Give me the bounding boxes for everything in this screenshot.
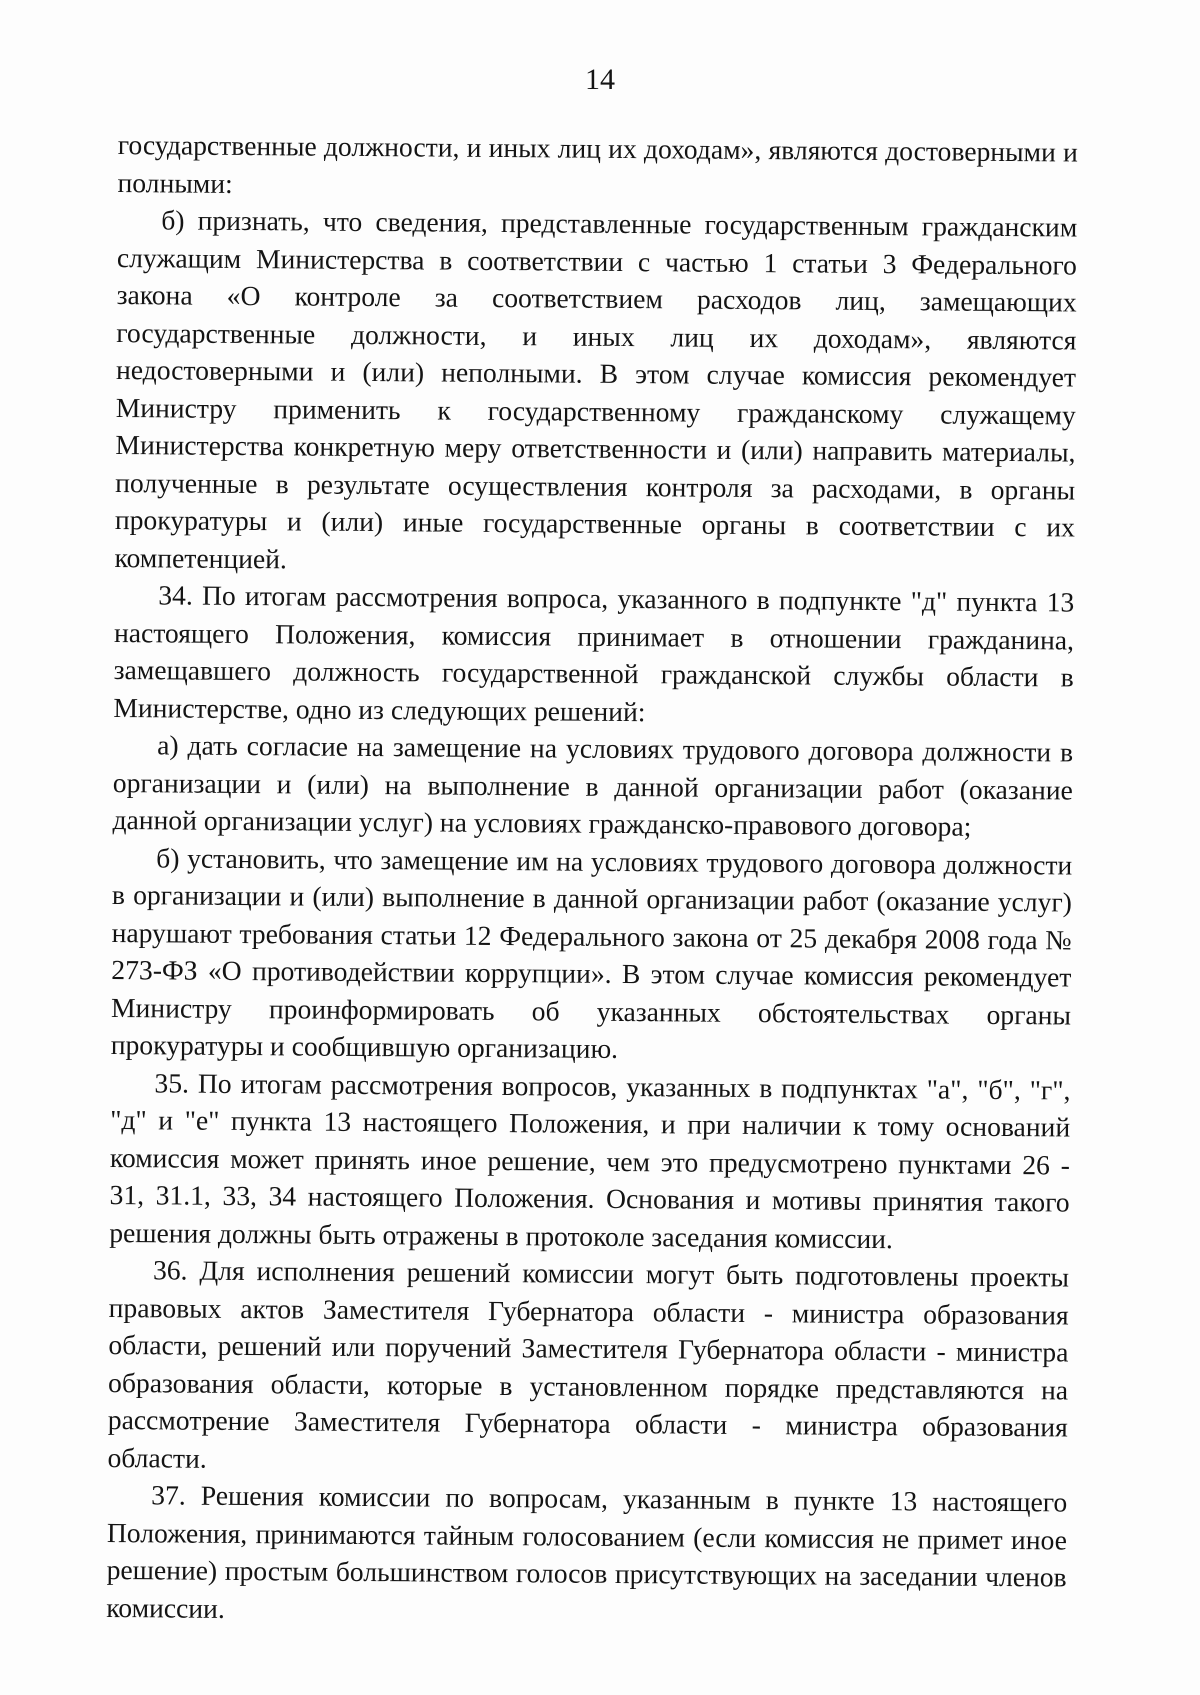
clause-34: 34. По итогам рассмотрения вопроса, указанного в подпункте "д" пункта 13 настоящего Положения, комиссия принимает в отношении гражданина, замещавшего должность государственной гражданской службы области в Министерстве, одно из следующих решений:	[113, 579, 1075, 727]
subitem-a-consent: а) дать согласие на замещение на условиях трудового договора должности в организации и (или) на выполнение в данной организации работ (оказание данной организации услуг) на условиях гражданско-правового договора;	[112, 729, 1074, 842]
page-number: 14	[585, 63, 615, 96]
subitem-b-violation: б) установить, что замещение им на условиях трудового договора должности в организации и (или) выполнение в данной организации работ (оказание услуг) нарушают требования статьи 12 Федерального закона от 25 декабря 2008 года № 273-ФЗ «О противодействии коррупции». В этом случае комиссия рекомендует Министру проинформировать об указанных обстоятельствах органы прокуратуры и сообщившую организацию.	[110, 841, 1073, 1064]
subitem-b-expenses: б) признать, что сведения, представленные государственным гражданским служащим Министерства в соответствии с частью 1 статьи 3 Федерального закона «О контроле за соответствием расходов лиц, замещающих государственные должности, и иных лиц их доходам», являются недостоверными и (или) неполными. В этом случае комиссия рекомендует Министру применить к государственному гражданскому служащему Министерства конкретную меру ответственности и (или) направить материалы, полученные в результате осуществления контроля за расходами, в органы прокуратуры и (или) иные государственные органы в соответствии с их компетенцией.	[114, 204, 1078, 574]
clause-35: 35. По итогам рассмотрения вопросов, указанных в подпунктах "а", "б", "г", "д" и "е" пункта 13 настоящего Положения, и при наличии к тому оснований комиссия может принять иное решение, чем это предусмотрено пунктами 26 - 31, 31.1, 33, 34 настоящего Положения. Основания и мотивы принятия такого решения должны быть отражены в протоколе заседания комиссии.	[109, 1066, 1071, 1254]
paragraph-continuation: государственные должности, и иных лиц их доходам», являются достоверными и полными:	[117, 128, 1078, 199]
clause-37: 37. Решения комиссии по вопросам, указанным в пункте 13 настоящего Положения, принимаются тайным голосованием (если комиссия не примет иное решение) простым большинством голосов присутствующих на заседании членов комиссии.	[106, 1479, 1068, 1624]
document-body	[106, 126, 1078, 1633]
clause-36: 36. Для исполнения решений комиссии могут быть подготовлены проекты правовых актов Заместителя Губернатора области - министра образования области, решений или поручений Заместителя Губернатора области - министра образования области, которые в установленном порядке представляются на рассмотрение Заместителя Губернатора области - министра образования области.	[107, 1254, 1070, 1474]
